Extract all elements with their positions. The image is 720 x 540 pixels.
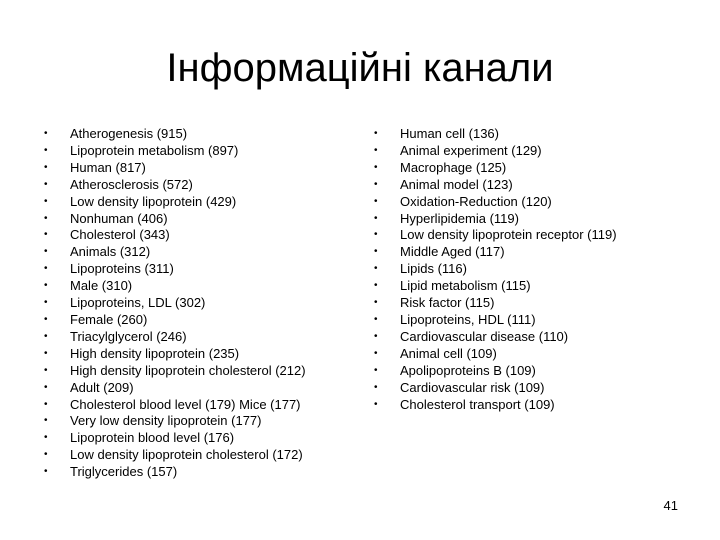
list-item: • Male (310) xyxy=(40,278,360,295)
list-item: • Lipoprotein blood level (176) xyxy=(40,430,360,447)
list-item: • Very low density lipoprotein (177) xyxy=(40,413,360,430)
list-item: • Atherosclerosis (572) xyxy=(40,177,360,194)
list-item: • Cholesterol transport (109) xyxy=(370,397,710,414)
list-item: • High density lipoprotein cholesterol (212) xyxy=(40,363,360,380)
list-item: • Cholesterol (343) xyxy=(40,227,360,244)
list-item: • Animal cell (109) xyxy=(370,346,710,363)
list-item: • Female (260) xyxy=(40,312,360,329)
list-item: • Lipoproteins, LDL (302) xyxy=(40,295,360,312)
left-keyword-list xyxy=(40,126,360,481)
list-item: • Atherogenesis (915) xyxy=(40,126,360,143)
list-item: • Lipids (116) xyxy=(370,261,710,278)
list-item: • Human cell (136) xyxy=(370,126,710,143)
list-item: • Lipoproteins (311) xyxy=(40,261,360,278)
list-item: • Lipoprotein metabolism (897) xyxy=(40,143,360,160)
list-item: • Apolipoproteins B (109) xyxy=(370,363,710,380)
slide-title: Інформаційні канали xyxy=(166,46,554,90)
list-item: • Cardiovascular disease (110) xyxy=(370,329,710,346)
list-item: • Low density lipoprotein cholesterol (172) xyxy=(40,447,360,464)
right-keyword-list xyxy=(370,126,710,413)
list-item: • Lipoproteins, HDL (111) xyxy=(370,312,710,329)
list-item: • Low density lipoprotein receptor (119) xyxy=(370,227,710,244)
list-item: • Animal experiment (129) xyxy=(370,143,710,160)
list-item: • Nonhuman (406) xyxy=(40,211,360,228)
list-item: • Cholesterol blood level (179) Mice (177) xyxy=(40,397,360,414)
list-item: • Triacylglycerol (246) xyxy=(40,329,360,346)
list-item: • Hyperlipidemia (119) xyxy=(370,211,710,228)
list-item: • Human (817) xyxy=(40,160,360,177)
list-item: • Low density lipoprotein (429) xyxy=(40,194,360,211)
page-number: 41 xyxy=(663,498,678,513)
list-item: • Risk factor (115) xyxy=(370,295,710,312)
list-item: • High density lipoprotein (235) xyxy=(40,346,360,363)
list-item: • Animal model (123) xyxy=(370,177,710,194)
list-item: • Animals (312) xyxy=(40,244,360,261)
list-item: • Oxidation-Reduction (120) xyxy=(370,194,710,211)
list-item: • Lipid metabolism (115) xyxy=(370,278,710,295)
list-item: • Triglycerides (157) xyxy=(40,464,360,481)
list-item: • Adult (209) xyxy=(40,380,360,397)
list-item: • Cardiovascular risk (109) xyxy=(370,380,710,397)
list-item: • Middle Aged (117) xyxy=(370,244,710,261)
list-item: • Macrophage (125) xyxy=(370,160,710,177)
